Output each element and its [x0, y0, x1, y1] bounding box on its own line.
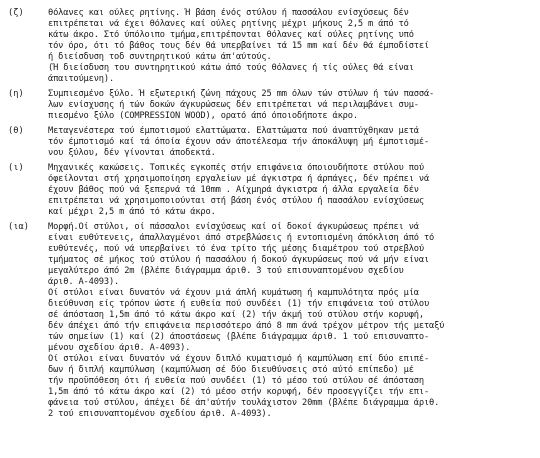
text-line: Οί στύλοι είναι δυνατόν νά έχουν μιά άπλή κυμάτωση ή καμπυλότητα πρός μία: [48, 288, 419, 298]
text-line: (Ή διείσδυση του συντηρητικού κάτω άπό τούς θόλανες ή τίς ούλες θά είναι: [48, 63, 414, 73]
spec-item: [6, 126, 532, 159]
item-number: (ι): [8, 163, 24, 173]
item-number: (ζ): [8, 8, 24, 18]
item-text: [48, 222, 532, 420]
text-line: νου ξύλου, δέν γίνονται άποδεκτά.: [48, 148, 216, 158]
item-text: [48, 89, 532, 122]
text-line: ή διείσδυση τοδ συντηρητικού κάτω άπ'αύτούς.: [48, 52, 272, 62]
item-number: (ια): [8, 222, 29, 232]
text-line: όφείλονται στή χρησιμοποίηση εργαλείων μέ άγκιστρα ή άρπάγες, δέν πρέπει νά: [48, 174, 430, 184]
text-line: 1,5m άπό τό κάτω άκρο καί (2) τό μέσο στήν κορυφή, δέν προσεγγίζει τήν επι-: [48, 387, 430, 397]
text-line: δέν άπέχει άπό τήν επιφάνεια περισσότερο άπό 8 mm άνά τρέχον μέτρον τής μεταξύ: [48, 321, 445, 331]
text-line: 2 τού επισυναπτομένου σχεδίου άριθ. Α-4093).: [48, 409, 272, 419]
text-line: είναι ευθύτενεις, άπαλλαγμένοι άπό στρεβλώσεις ή εντοπισμένη άπόκλιση άπό τό: [48, 233, 435, 243]
text-line: λων ενίσχυσης ή τών δοκών άγκυρώσεως δέν επιτρέπεται νά περιλαμβάνει συμ-: [48, 100, 419, 110]
text-line: τών σημείων (1) καί (2) άποστάσεως (βλέπε διάγραμμα άριθ. 1 τού επισυναπτο-: [48, 332, 430, 342]
text-line: έχουν βάθος πού νά ξεπερνά τά 10mm . Αίχμηρά άγκιστρα ή άλλα εργαλεία δέν: [48, 185, 419, 195]
text-line: Μορφή.Οί στύλοι, οί πάσσαλοι ενίσχύσεως καί οί δοκοί άγκυρώσεως πρέπει νά: [48, 222, 419, 232]
item-text: [48, 126, 532, 159]
text-line: δων ή διπλή καμπύλωση (καμπύλωση σέ δύο διευθύνσεις στό αύτό επίπεδο) μέ: [48, 365, 414, 375]
text-line: τόν όρο, ότι τό βάθος τους δέν θά υπερβαίνει τά 15 mm καί δέν θά έμποδίστεί: [48, 41, 430, 51]
text-line: μένου σχεδίου άριθ. Α-4093).: [48, 343, 191, 353]
text-line: φάνεια τού στύλου, άπέχει δέ άπ'αύτήν τουλάχιστον 20mm (βλέπε διάγραμμα άριθ.: [48, 398, 440, 408]
text-line: επιτρέπεται νά έχει θόλανες καί ούλες ρητίνης μέχρι μήκους 2,5 m άπό τό: [48, 19, 409, 29]
spec-item: [6, 89, 532, 122]
text-line: ευθύτενές, πού νά υπερβαίνει τό ένα τρίτο τής μέσης διαμέτρου τού στρεβλού: [48, 244, 424, 254]
text-line: επιτρέπεται νά χρησιμοποιούνται στή βάση ένός στύλου ή πασσάλου ενίσχύσεως: [48, 196, 424, 206]
spec-item: [6, 163, 532, 218]
item-number: (η): [8, 89, 24, 99]
text-line: τήν προϋπόθεση ότι ή ευθεία πού συνδέει (1) τό μέσο τού στύλου σέ άπόσταση: [48, 376, 424, 386]
text-line: σέ άπόσταση 1,5m άπό τό κάτω άκρο καί (2) τήν άκμή τού στύλου στήν κορυφή,: [48, 310, 424, 320]
text-line: τμήματος σέ μήκος τού στύλου ή πασσάλου ή δοκού άγκυρώσεως πού νά μήν είναι: [48, 255, 430, 265]
text-line: πιεσμένο ξύλο (COMPRESSION WOOD), ορατό άπό όποιοδήποτε άκρο.: [48, 111, 358, 121]
text-line: Οί στύλοι είναι δυνατόν νά έχουν διπλό κυματισμό ή καμπύλωση επί δύο επιπέ-: [48, 354, 430, 364]
text-line: μεγαλύτερο άπό 2m (βλέπε διάγραμμα άριθ. 3 τού επισυναπτομένου σχεδίου: [48, 266, 404, 276]
specification-list: [6, 8, 532, 420]
text-line: θόλανες και ούλες ρητίνης. Ή βάση ένός στύλου ή πασσάλου ενίσχύσεως δέν: [48, 8, 409, 18]
item-text: [48, 8, 532, 85]
text-line: κάτω άκρο. Στό ύπόλοιπο τμήμα,επιτρέπονται θόλανες καί ούλες ρητίνης υπό: [48, 30, 414, 40]
text-line: καί μέχρι 2,5 m άπό τό κάτω άκρο.: [48, 207, 216, 217]
text-line: άριθ. Α-4093).: [48, 277, 120, 287]
text-line: τόν έμποτισμό καί τά όποία έχουν σάν άποτέλεσμα τήν άποκάλυψη μή έμποτισμέ-: [48, 137, 430, 147]
text-line: διεύθυνση είς τρόπον ώστε ή ευθεία πού συνδέει (1) τήν επιφάνεια τού στύλου: [48, 299, 430, 309]
text-line: Συμπιεσμένο ξύλο. Ή εξωτερική ζώνη πάχους 25 mm όλων τών στύλων ή τών πασσά-: [48, 89, 435, 99]
text-line: άπαιτούμενη).: [48, 74, 115, 84]
text-line: Μηχανικές κακώσεις. Τοπικές εγκοπές στήν επιφάνεια όποιουδήποτε στύλου πού: [48, 163, 424, 173]
item-number: (θ): [8, 126, 24, 136]
spec-item: [6, 222, 532, 420]
text-line: Μεταγενέστερα τού έμποτισμού ελαττώματα. Ελαττώματα πού άναπτύχθηκαν μετά: [48, 126, 419, 136]
item-text: [48, 163, 532, 218]
spec-item: [6, 8, 532, 85]
